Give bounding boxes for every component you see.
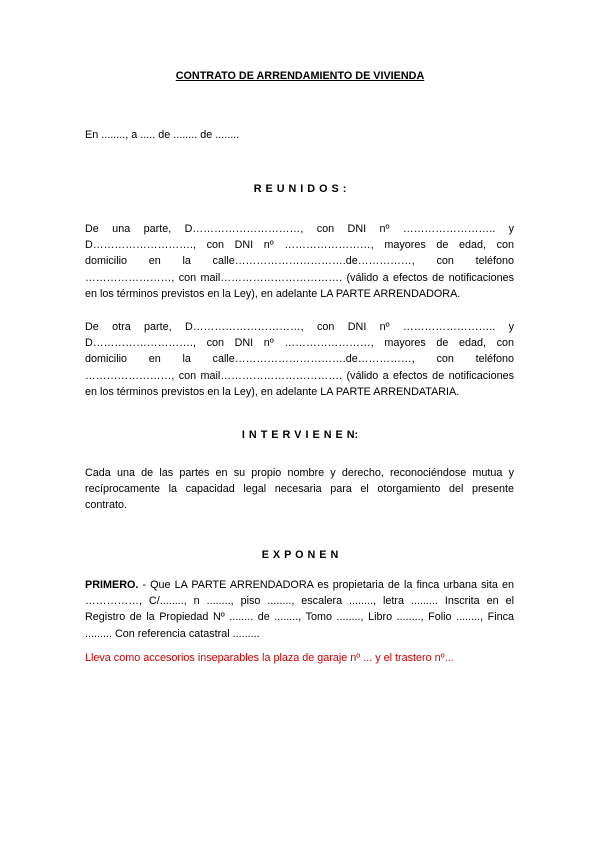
paragraph-line: D………………………., con DNI nº ……………………, mayores de edad, con [85, 337, 514, 350]
paragraph-line: recíprocamente la capacidad legal necesaria para el otorgamiento del presente [85, 483, 514, 496]
exponen-heading: E X P O N E N [261, 549, 339, 561]
paragraph-line: domicilio en la calle………………………….de……………, con teléfono [85, 353, 514, 366]
paragraph-line: Registro de la Propiedad Nº ........ de ........, Tomo ........, Libro ........, Folio ........, Finca [85, 611, 514, 624]
intervienen-paragraph [85, 465, 514, 514]
primero-first-line-text: - Que LA PARTE ARRENDADORA es propietaria de la finca urbana sita en [138, 579, 514, 591]
party-arrendataria-paragraph [85, 319, 514, 400]
paragraph-line: ……………………, con mail……………………………. (válido a efectos de notificaciones [85, 271, 514, 284]
accessories-note: Lleva como accesorios inseparables la plaza de garaje nº ... y el trastero nº... [85, 652, 454, 664]
primero-label: PRIMERO. [85, 579, 139, 591]
paragraph-line: De una parte, D…………………………, con DNI nº …………………….. y [85, 223, 514, 235]
paragraph-line: ……………………, con mail……………………………. (válido a efectos de notificaciones [85, 369, 514, 382]
document-title: CONTRATO DE ARRENDAMIENTO DE VIVIENDA [175, 70, 425, 82]
paragraph-line: Cada una de las partes en su propio nombre y derecho, reconociéndose mutua y [85, 467, 514, 479]
paragraph-line: domicilio en la calle………………………….de……………, con teléfono [85, 255, 514, 268]
paragraph-line: ……………, C/........, n ........, piso ........, escalera ........, letra ......... Inscrita en el [85, 595, 514, 608]
paragraph-line: D………………………., con DNI nº ……………………, mayores de edad, con [85, 239, 514, 252]
paragraph-line: De otra parte, D…………………………, con DNI nº …………………….. y [85, 321, 514, 333]
paragraph-line: ......... Con referencia catastral ......... [85, 627, 260, 640]
paragraph-line: contrato. [85, 499, 128, 512]
paragraph-line: en los términos previstos en la Ley), en adelante LA PARTE ARRENDATARIA. [85, 385, 460, 398]
reunidos-heading: R E U N I D O S : [253, 183, 347, 195]
paragraph-line [85, 577, 514, 593]
paragraph-line: en los términos previstos en la Ley), en adelante LA PARTE ARRENDADORA. [85, 287, 461, 300]
intervienen-heading: I N T E R V I E N E N: [241, 429, 359, 441]
primero-paragraph [85, 577, 514, 642]
date-line: En ........, a ..... de ........ de ........ [85, 129, 240, 141]
party-arrendadora-paragraph [85, 221, 514, 302]
